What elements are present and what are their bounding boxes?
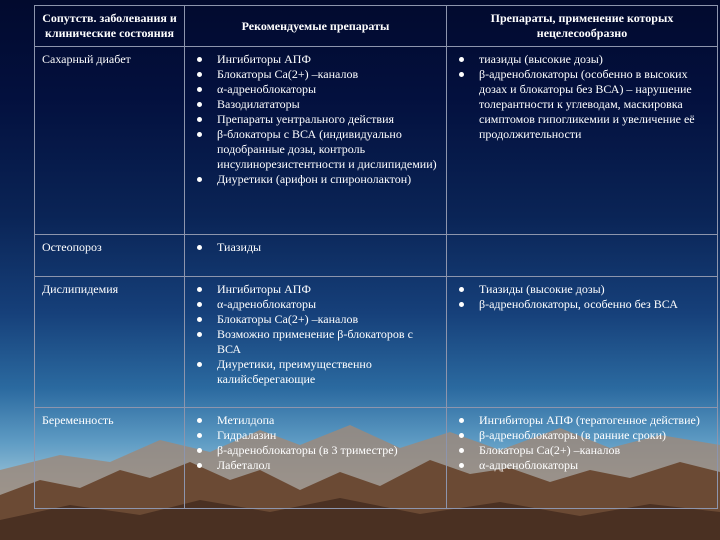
recommended-list	[192, 240, 439, 255]
list-item: Блокаторы Са(2+) –каналов	[192, 67, 439, 82]
list-item: α-адреноблокаторы	[454, 458, 710, 473]
treatment-table	[34, 5, 718, 509]
list-item: α-адреноблокаторы	[192, 82, 439, 97]
list-item: β-адреноблокаторы (особенно в высоких дозах и блокаторы без ВСА) – нарушение толерантности к углеводам, маскировка симптомов гипогликемии и увеличение её продолжительности	[454, 67, 710, 142]
list-item: Диуретики (арифон и спиронолактон)	[192, 172, 439, 187]
list-item: β-блокаторы с ВСА (индивидуально подобранные дозы, контроль инсулинорезистентности и дислипидемии)	[192, 127, 439, 172]
list-item: α-адреноблокаторы	[192, 297, 439, 312]
list-item: Блокаторы Са(2+) –каналов	[192, 312, 439, 327]
list-item: Вазодилататоры	[192, 97, 439, 112]
list-item: Ингибиторы АПФ	[192, 52, 439, 67]
header-recommended: Рекомендуемые препараты	[185, 6, 447, 47]
table-row	[35, 277, 718, 408]
list-item: Тиазиды	[192, 240, 439, 255]
list-item: Гидралазин	[192, 428, 439, 443]
not-advisable-cell	[447, 235, 718, 277]
list-item: Лабеталол	[192, 458, 439, 473]
recommended-list	[192, 413, 439, 473]
list-item: Метилдопа	[192, 413, 439, 428]
condition-cell: Беременность	[35, 408, 185, 509]
recommended-cell	[185, 408, 447, 509]
recommended-cell	[185, 47, 447, 235]
not-advisable-list	[454, 413, 710, 473]
header-row	[35, 6, 718, 47]
list-item: Блокаторы Са(2+) –каналов	[454, 443, 710, 458]
recommended-list	[192, 52, 439, 187]
table-row	[35, 235, 718, 277]
list-item: Препараты уентрального действия	[192, 112, 439, 127]
condition-cell: Дислипидемия	[35, 277, 185, 408]
header-not-advisable: Препараты, применение которых нецелесообразно	[447, 6, 718, 47]
condition-cell: Сахарный диабет	[35, 47, 185, 235]
list-item: Ингибиторы АПФ	[192, 282, 439, 297]
list-item: β-адреноблокаторы (в 3 триместре)	[192, 443, 439, 458]
list-item: Возможно применение β-блокаторов с ВСА	[192, 327, 439, 357]
not-advisable-cell	[447, 408, 718, 509]
recommended-cell	[185, 235, 447, 277]
list-item: Тиазиды (высокие дозы)	[454, 282, 710, 297]
recommended-cell	[185, 277, 447, 408]
table-row	[35, 408, 718, 509]
table-row	[35, 47, 718, 235]
list-item: Ингибиторы АПФ (тератогенное действие)	[454, 413, 710, 428]
condition-cell: Остеопороз	[35, 235, 185, 277]
list-item: β-адреноблокаторы (в ранние сроки)	[454, 428, 710, 443]
not-advisable-list	[454, 282, 710, 312]
list-item: β-адреноблокаторы, особенно без ВСА	[454, 297, 710, 312]
not-advisable-list	[454, 52, 710, 142]
not-advisable-cell	[447, 47, 718, 235]
not-advisable-cell	[447, 277, 718, 408]
header-condition: Сопутств. заболевания и клинические состояния	[35, 6, 185, 47]
list-item: тиазиды (высокие дозы)	[454, 52, 710, 67]
list-item: Диуретики, преимущественно калийсберегающие	[192, 357, 439, 387]
recommended-list	[192, 282, 439, 387]
